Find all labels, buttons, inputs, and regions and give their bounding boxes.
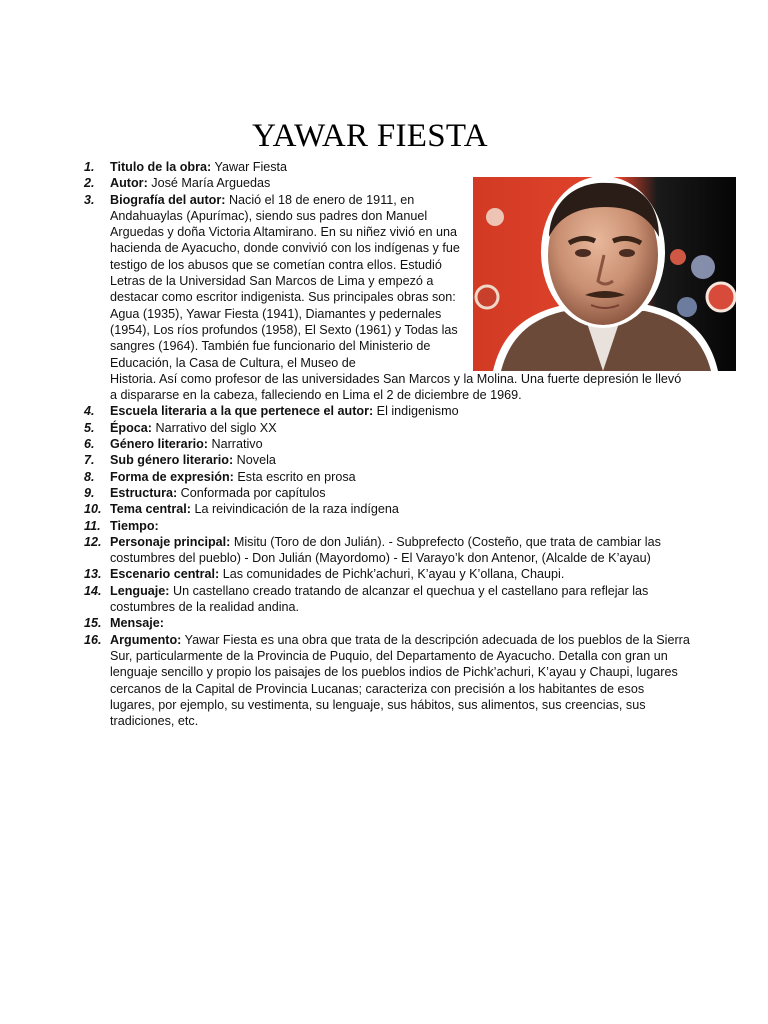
- item-number: 3.: [84, 192, 95, 207]
- item-label: Género literario:: [110, 437, 208, 452]
- item-text: Esta escrito en prosa: [233, 469, 356, 484]
- item-label: Biografía del autor:: [110, 192, 226, 207]
- item-label: Argumento:: [110, 632, 182, 647]
- item-label: Sub género literario:: [110, 453, 234, 468]
- item-number: 16.: [84, 632, 102, 647]
- item-number: 2.: [84, 176, 95, 191]
- item-text: Nació el 18 de enero de 1911, en Andahuaylas (Apurímac), siendo sus padres don Manuel Arguedas y doña Victoria Altamirano. En su niñez vivió en una hacienda de Ayacucho, donde convivió con los indígenas y fue testigo de los abusos que se cometían contra ellos. Estudió Letras de la Universidad San Marcos de Lima y empezó a destacar como escritor indigenista. Sus principales obras son: Agua (1935), Yawar Fiesta (1941), Diamantes y pedernales (1954), Los ríos profundos (1958), El Sexto (1961) y Todas las sangres (1964). También fue funcionario del Ministerio de Educación, la Casa de Cultura, el Museo de: [110, 192, 460, 370]
- item-number: 10.: [84, 502, 102, 517]
- item-label: Tema central:: [110, 502, 191, 517]
- item-label: Personaje principal:: [110, 534, 231, 549]
- item-text: Las comunidades de Pichk’achuri, K’ayau y K’ollana, Chaupi.: [219, 567, 565, 582]
- item-label: Estructura:: [110, 485, 178, 500]
- item-label: Autor:: [110, 176, 148, 191]
- item-number: 15.: [84, 616, 102, 631]
- item-text: El indigenismo: [373, 404, 459, 419]
- list-item: [0, 192, 690, 404]
- item-text: Misitu (Toro de don Julián). - Subprefecto (Costeño, que trata de cambiar las costumbres del pueblo) - Don Julián (Mayordomo) - El Varayo’k don Antenor, (Alcalde de K’ayau): [110, 534, 661, 566]
- item-number: 14.: [84, 583, 102, 598]
- item-label: Lenguaje:: [110, 583, 170, 598]
- item-text: Yawar Fiesta es una obra que trata de la descripción adecuada de los pueblos de la Sierra Sur, particularmente de la Provincia de Puquio, del Departamento de Ayacucho. Detalla con gran un lenguaje sencillo y propio los paisajes de los pueblos indios de Pichk’achuri, K’ayau y Chaupi, lugares cercanos de la Capital de Provincia Lucanas; caracteriza con precisión a los habitantes de esos lugares, por ejemplo, su vestimenta, su lenguaje, sus hábitos, sus alimentos, sus creencias, sus tradiciones, etc.: [110, 632, 690, 729]
- list-item: [0, 583, 690, 616]
- item-text: Yawar Fiesta: [211, 160, 288, 174]
- list-item: [0, 436, 690, 452]
- item-number: 8.: [84, 469, 95, 484]
- item-label: Escenario central:: [110, 567, 220, 582]
- list-item: [0, 469, 690, 485]
- list-item: [0, 175, 690, 191]
- item-text: Narrativo: [207, 437, 263, 452]
- item-number: 13.: [84, 567, 102, 582]
- item-text-continued: Historia. Así como profesor de las universidades San Marcos y la Molina. Una fuerte depresión le llevó a dispararse en la cabeza, falleciendo en Lima el 2 de diciembre de 1969.: [110, 371, 682, 403]
- list-item: [0, 403, 690, 419]
- list-item: [0, 534, 690, 567]
- item-text: Novela: [233, 453, 276, 468]
- item-label: Escuela literaria a la que pertenece el autor:: [110, 404, 374, 419]
- item-number: 11.: [84, 518, 101, 533]
- item-label: Tiempo:: [110, 518, 159, 533]
- list-item: [0, 518, 690, 534]
- list-item: [0, 566, 690, 582]
- list-item: [0, 159, 690, 175]
- item-text: Narrativo del siglo XX: [152, 420, 277, 435]
- item-text: Conformada por capítulos: [177, 485, 326, 500]
- item-label: Titulo de la obra:: [110, 160, 212, 174]
- item-text: Un castellano creado tratando de alcanzar el quechua y el castellano para reflejar las costumbres de la realidad andina.: [110, 583, 649, 615]
- list-item: [0, 485, 690, 501]
- item-number: 9.: [84, 485, 95, 500]
- item-number: 4.: [84, 404, 95, 419]
- item-number: 7.: [84, 453, 95, 468]
- item-label: Mensaje:: [110, 616, 164, 631]
- item-number: 6.: [84, 437, 95, 452]
- item-text: José María Arguedas: [147, 176, 271, 191]
- list-item: [0, 501, 690, 517]
- item-label: Forma de expresión:: [110, 469, 234, 484]
- item-number: 12.: [84, 534, 102, 549]
- list-item: [0, 632, 690, 730]
- list-item: [0, 615, 690, 631]
- list-item: [0, 452, 690, 468]
- list-item: [0, 420, 690, 436]
- item-number: 1.: [84, 160, 95, 174]
- item-number: 5.: [84, 420, 95, 435]
- item-text: La reivindicación de la raza indígena: [190, 502, 399, 517]
- item-label: Época:: [110, 420, 152, 435]
- fact-list: [0, 159, 690, 729]
- document-title: YAWAR FIESTA: [252, 118, 488, 154]
